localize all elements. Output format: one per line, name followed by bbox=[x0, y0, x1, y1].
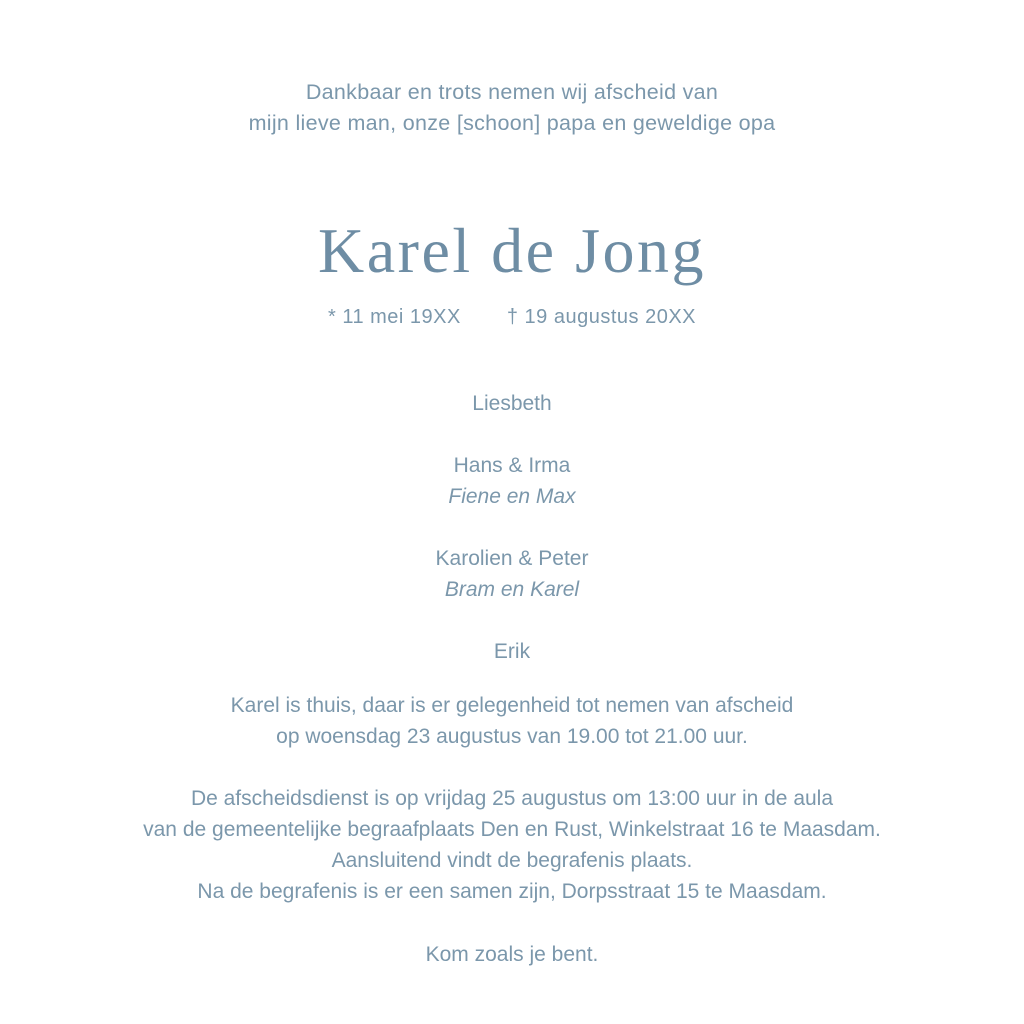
service-line-4: Na de begrafenis is er een samen zijn, Dorpsstraat 15 te Maasdam. bbox=[197, 880, 827, 903]
family-group-erik bbox=[0, 636, 1024, 667]
grandchildren-names: Bram en Karel bbox=[444, 578, 580, 601]
family-names: Liesbeth bbox=[472, 392, 552, 415]
family-group-hans-irma bbox=[0, 450, 1024, 512]
service-paragraph bbox=[0, 783, 1024, 907]
service-line-2: van de gemeentelijke begraafplaats Den en Rust, Winkelstraat 16 te Maasdam. bbox=[143, 818, 881, 841]
service-line-1: De afscheidsdienst is op vrijdag 25 augustus om 13:00 uur in de aula bbox=[190, 787, 834, 810]
death-date: † 19 augustus 20XX bbox=[506, 306, 696, 328]
life-dates bbox=[0, 302, 1024, 332]
family-names: Hans & Irma bbox=[453, 454, 571, 477]
intro-line-1: Dankbaar en trots nemen wij afscheid van bbox=[305, 80, 719, 104]
intro-text bbox=[0, 0, 1024, 139]
deceased-name: Karel de Jong bbox=[318, 215, 706, 286]
family-list bbox=[0, 388, 1024, 667]
birth-date: * 11 mei 19XX bbox=[327, 306, 461, 328]
service-line-3: Aansluitend vindt de begrafenis plaats. bbox=[331, 849, 693, 872]
visitation-line-2: op woensdag 23 augustus van 19.00 tot 21.00 uur. bbox=[276, 725, 748, 748]
closing-line: Kom zoals je bent. bbox=[425, 943, 599, 966]
visitation-line-1: Karel is thuis, daar is er gelegenheid tot nemen van afscheid bbox=[230, 694, 794, 717]
visitation-paragraph bbox=[0, 690, 1024, 752]
intro-line-2: mijn lieve man, onze [schoon] papa en geweldige opa bbox=[248, 111, 776, 135]
grandchildren-names: Fiene en Max bbox=[448, 485, 576, 508]
family-names: Erik bbox=[493, 640, 531, 663]
family-group-liesbeth bbox=[0, 388, 1024, 419]
family-names: Karolien & Peter bbox=[435, 547, 589, 570]
family-group-karolien-peter bbox=[0, 543, 1024, 605]
